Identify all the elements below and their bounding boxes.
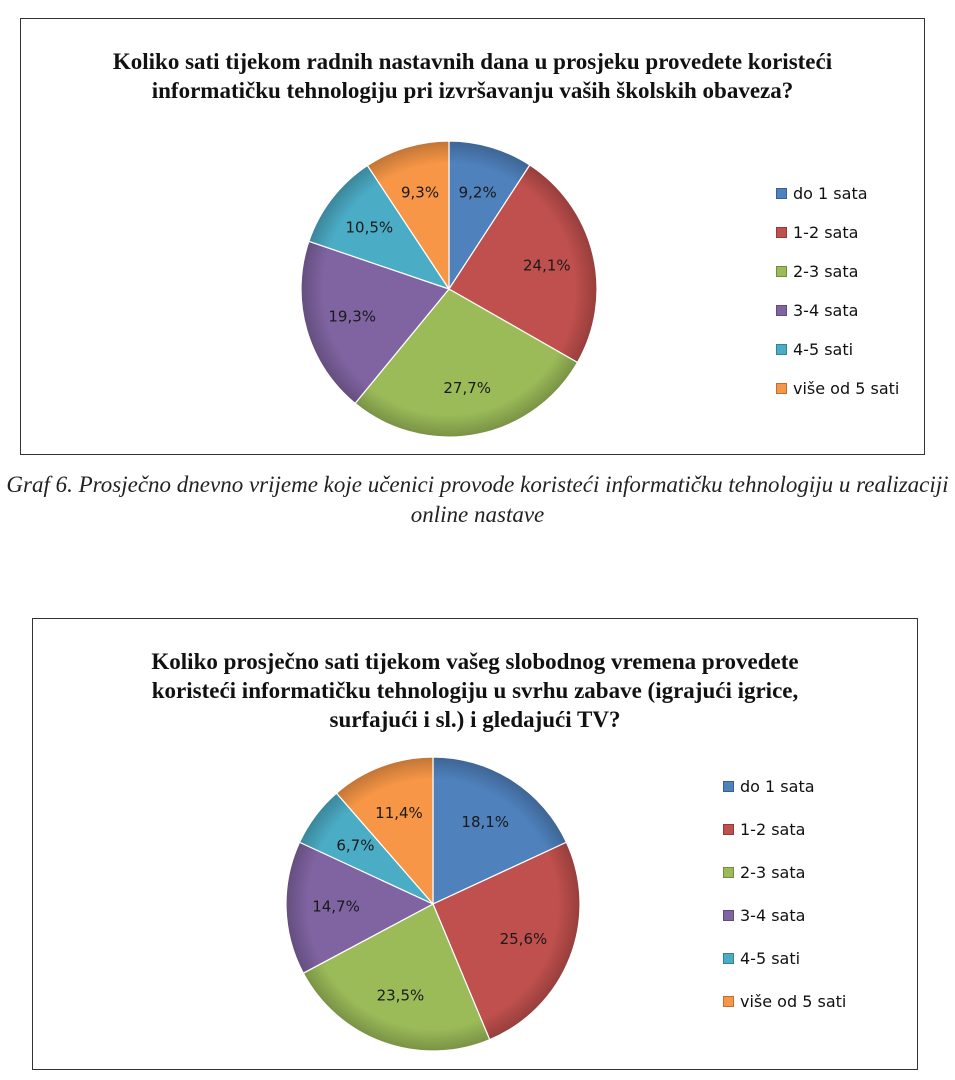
chart-2-legend-swatch-3 bbox=[723, 910, 734, 921]
chart-2-legend-item-2 bbox=[723, 863, 805, 882]
chart-1-legend-item-0 bbox=[776, 184, 868, 203]
chart-1-legend-label-1: 1-2 sata bbox=[793, 223, 859, 242]
chart-2-frame bbox=[32, 618, 918, 1070]
chart-1-slice-label-2: 27,7% bbox=[443, 378, 492, 397]
chart-1-legend-label-5: više od 5 sati bbox=[793, 379, 900, 398]
chart-2-legend-label-3: 3-4 sata bbox=[740, 906, 806, 925]
chart-1-legend-swatch-1 bbox=[776, 227, 787, 238]
chart-2-legend-swatch-2 bbox=[723, 867, 734, 878]
chart-1-slice-label-4: 10,5% bbox=[345, 218, 394, 237]
chart-2-legend-label-1: 1-2 sata bbox=[740, 820, 806, 839]
chart-2-legend-label-2: 2-3 sata bbox=[740, 863, 806, 882]
chart-2-legend-item-4 bbox=[723, 949, 800, 968]
chart-2-legend-swatch-4 bbox=[723, 953, 734, 964]
chart-1-legend-swatch-4 bbox=[776, 344, 787, 355]
chart-1-slice-label-3: 19,3% bbox=[328, 307, 377, 326]
chart-1-title: Koliko sati tijekom radnih nastavnih dana u prosjeku provedete koristeći informatičku tehnologiju pri izvršavanju vaših školskih obaveza? bbox=[112, 49, 833, 103]
chart-1-slice-label-1: 24,1% bbox=[522, 256, 571, 275]
chart-2-legend-item-0 bbox=[723, 777, 815, 796]
chart-2-legend-item-1 bbox=[723, 820, 805, 839]
chart-2-slice-label-4: 6,7% bbox=[336, 836, 375, 855]
figure-caption: Graf 6. Prosječno dnevno vrijeme koje učenici provode koristeći informatičku tehnologiju u realizaciji online nastave bbox=[6, 472, 949, 527]
chart-2-slice-label-3: 14,7% bbox=[312, 897, 360, 916]
chart-1-legend-item-2 bbox=[776, 262, 858, 281]
chart-2-legend-item-5 bbox=[723, 992, 846, 1011]
chart-2-legend-item-3 bbox=[723, 906, 805, 925]
chart-1-frame bbox=[20, 18, 925, 455]
chart-1-legend-item-4 bbox=[776, 340, 853, 359]
chart-1-legend-label-3: 3-4 sata bbox=[793, 301, 859, 320]
chart-2-slice-label-2: 23,5% bbox=[376, 986, 425, 1005]
chart-1-slice-label-0: 9,2% bbox=[458, 183, 497, 202]
chart-1-legend-item-3 bbox=[776, 301, 858, 320]
chart-1-legend-swatch-5 bbox=[776, 383, 787, 394]
chart-1-legend-swatch-0 bbox=[776, 188, 787, 199]
chart-2-slice-label-5: 11,4% bbox=[375, 804, 423, 823]
chart-1-legend-label-0: do 1 sata bbox=[793, 184, 868, 203]
chart-2-legend-swatch-1 bbox=[723, 824, 734, 835]
chart-1-legend-label-4: 4-5 sati bbox=[793, 340, 854, 359]
chart-1-legend-swatch-2 bbox=[776, 266, 787, 277]
chart-2-slice-label-1: 25,6% bbox=[499, 930, 548, 949]
chart-1-legend-item-1 bbox=[776, 223, 858, 242]
chart-2-title: Koliko prosječno sati tijekom vašeg slobodnog vremena provedete koristeći informatičku tehnologiju u svrhu zabave (igrajući igrice, surfajući i sl.) i gledajući TV? bbox=[151, 649, 799, 732]
chart-2-legend-swatch-5 bbox=[723, 996, 734, 1007]
chart-1-slice-label-5: 9,3% bbox=[400, 183, 440, 202]
chart-2-legend-label-5: više od 5 sati bbox=[740, 992, 847, 1011]
chart-1-legend-swatch-3 bbox=[776, 305, 787, 316]
chart-2-legend-label-4: 4-5 sati bbox=[740, 949, 801, 968]
chart-2-legend-swatch-0 bbox=[723, 781, 734, 792]
chart-2-legend-label-0: do 1 sata bbox=[740, 777, 815, 796]
chart-1-legend-item-5 bbox=[776, 379, 899, 398]
chart-1-legend-label-2: 2-3 sata bbox=[793, 262, 859, 281]
chart-2-slice-label-0: 18,1% bbox=[461, 813, 510, 832]
